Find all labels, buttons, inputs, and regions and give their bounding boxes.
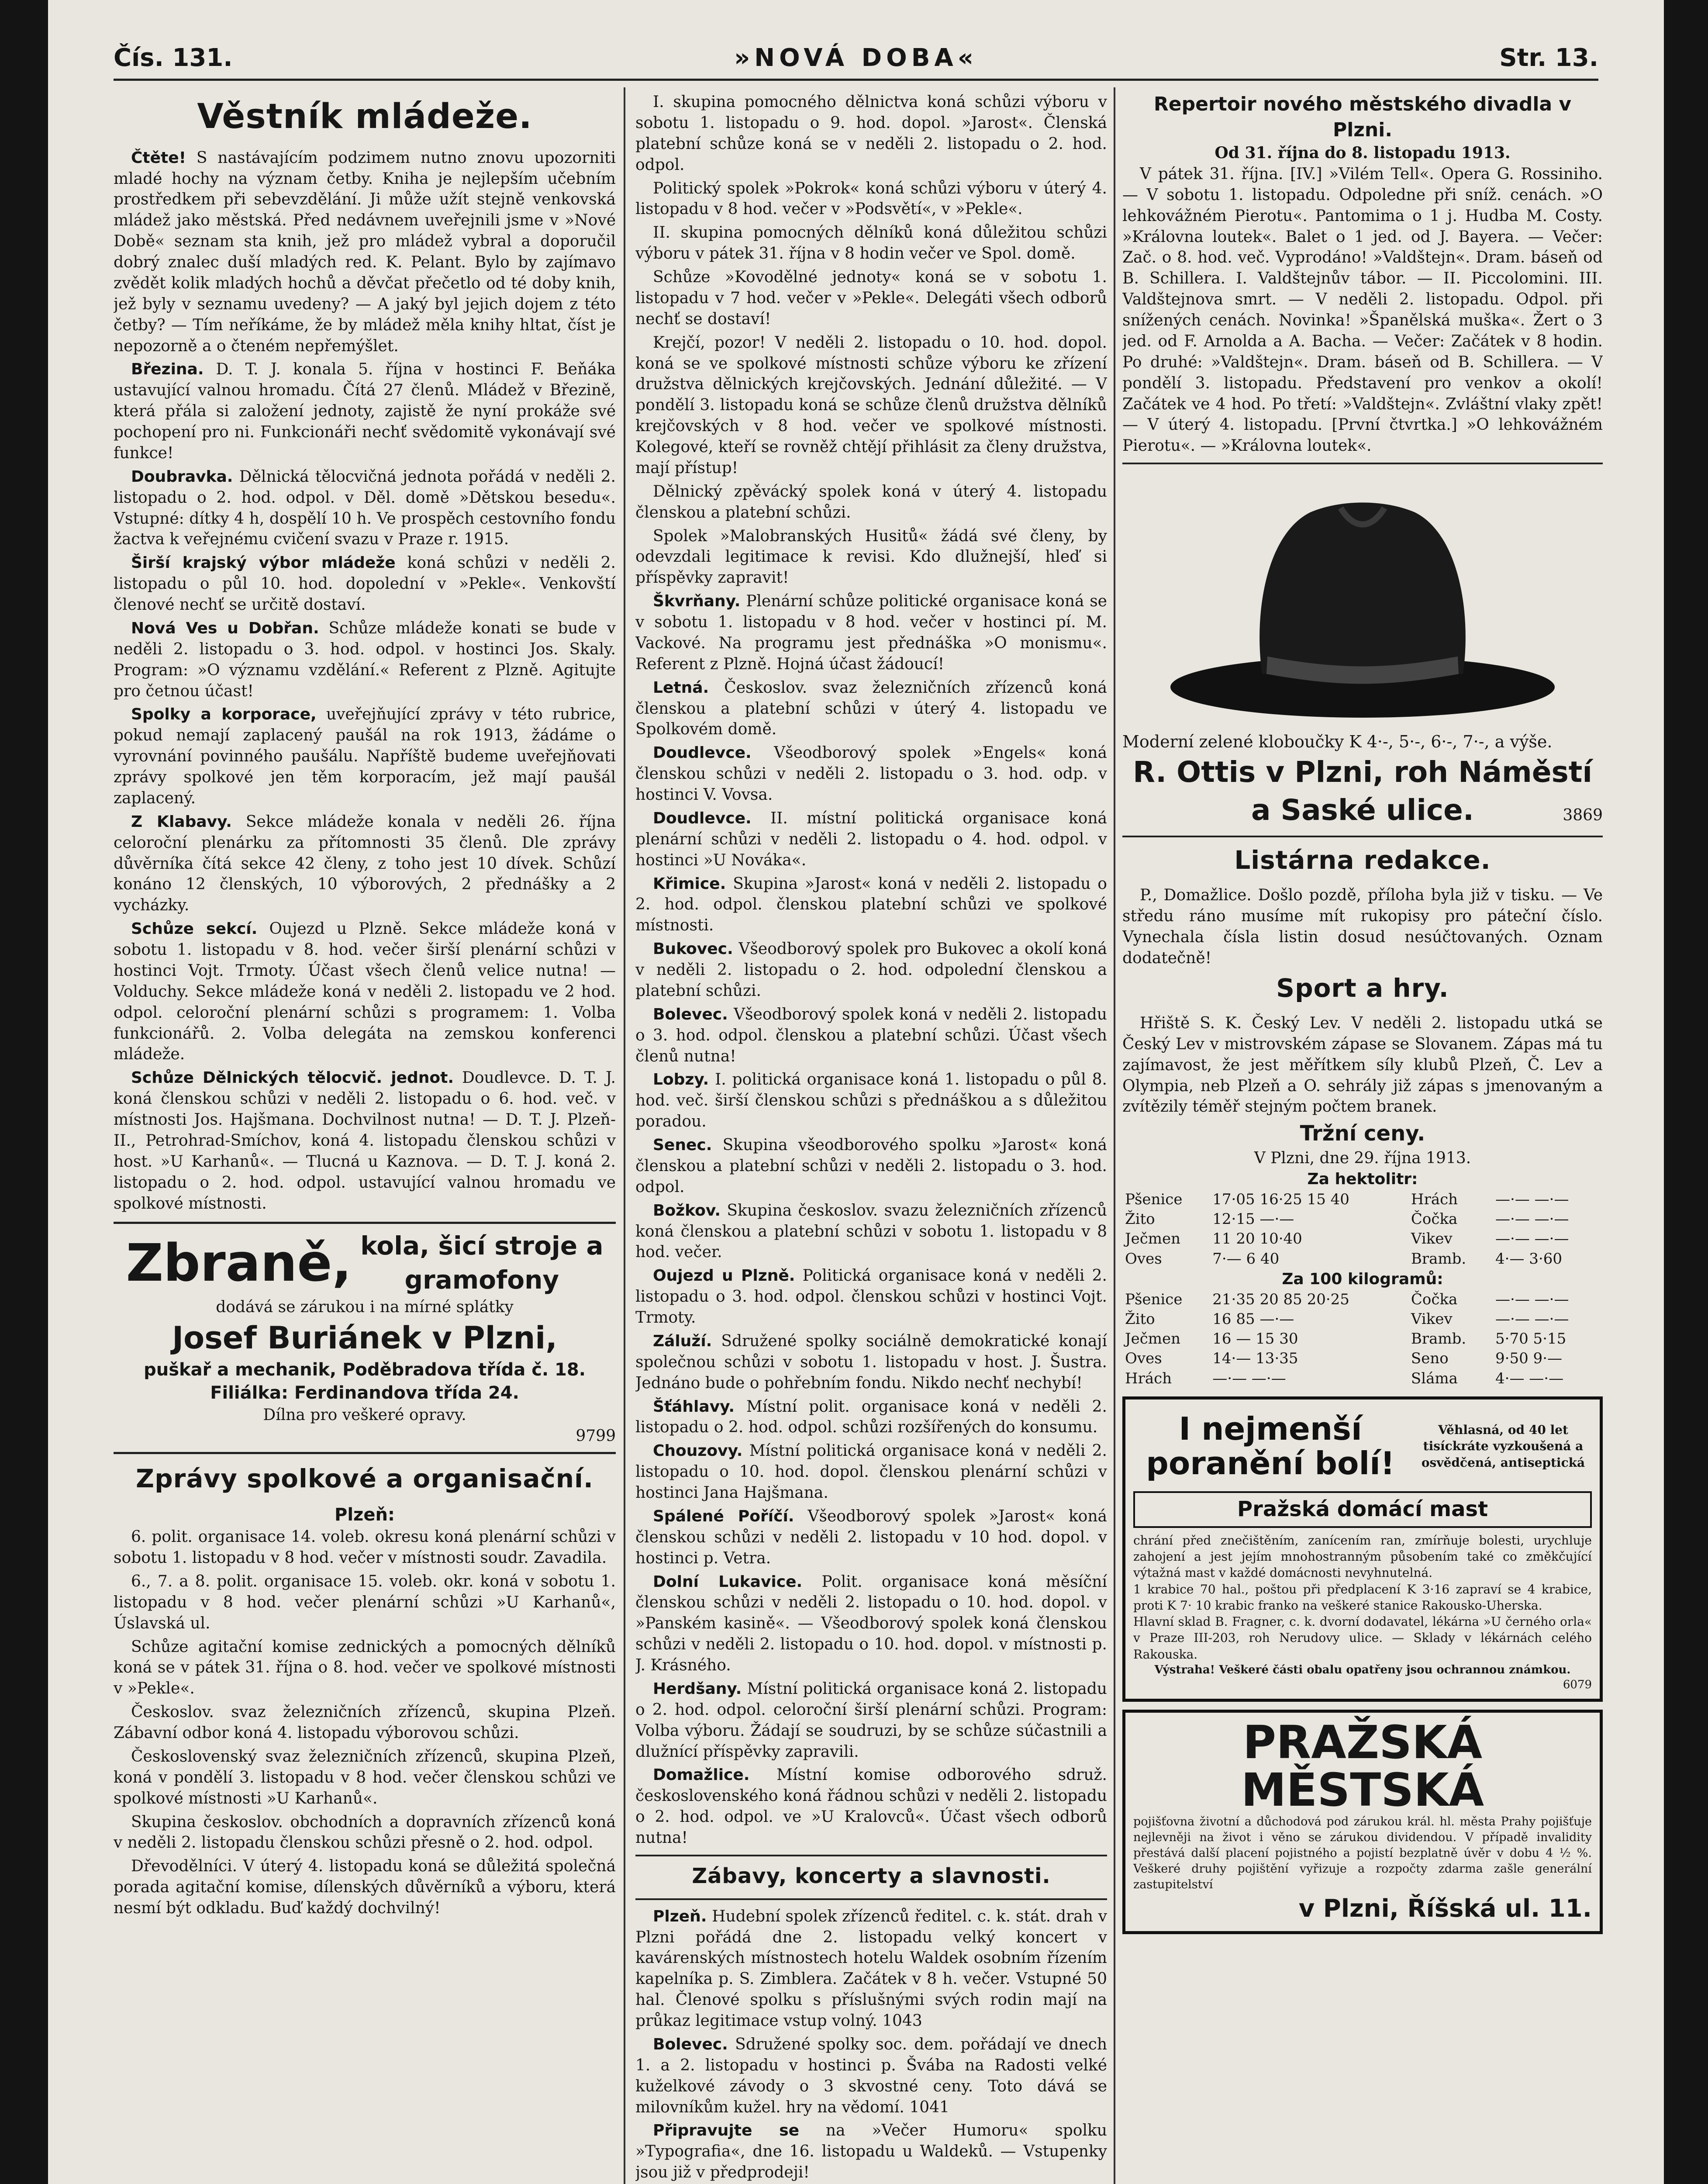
paragraph: 6., 7. a 8. polit. organisace 15. voleb. okr. koná v sobotu 1. listopadu v 8 hod. večer plenární schůzi »U Karhanů«, Úslavská ul.: [114, 1572, 616, 1632]
divider: [635, 1855, 1107, 1856]
table-row: Pšenice 21·35 20 85 20·25 Čočka —·— —·—: [1125, 1290, 1569, 1308]
section-title: Listárna redakce.: [1234, 845, 1491, 875]
paragraph: Skupina českoslov. obchodních a dopravních zřízenců koná v neděli 2. listopadu členskou schůzi přesně o 2. hod. odpol.: [114, 1813, 616, 1852]
column-divider: [1114, 87, 1115, 2184]
masthead: »NOVÁ DOBA«: [734, 44, 978, 72]
paragraph: Připravujte se na »Večer Humoru« spolku »Typografia«, dne 16. listopadu u Waldeků. — Vstupenky jsou již v předprodeji!: [635, 2122, 1107, 2182]
paragraph: Bolevec. Všeodborový spolek koná v neděli 2. listopadu o 3. hod. odpol. členskou a platební schůzi. Účast všech členů nutna!: [635, 1005, 1107, 1065]
paragraph: Krejčí, pozor! V neděli 2. listopadu o 10. hod. dopol. koná se ve spolkové místnosti schůze výboru ke zřízení družstva dělnických krejčovských. Jednání důležité. — V pondělí 3. listopadu koná se schůze členů družstva dělníků krejčovských v 8 hod. večer ve spolkové místnosti. Kolegové, kteří se rovněž chtějí přihlásit za členy družstva, mají přístup!: [635, 333, 1107, 477]
paragraph: Dřevodělníci. V úterý 4. listopadu koná se důležitá společná porada agitační komise, dílenských důvěrníků a výboru, která nesmí být odkladu. Buď každý dochvilný!: [114, 1857, 616, 1918]
paragraph: Chouzovy. Místní politická organisace koná v neděli 2. listopadu o 10. hod. dopol. členskou plenární schůzi v hostinci Jana Hajšmana.: [635, 1442, 1107, 1502]
column-divider: [624, 87, 625, 2184]
ad-caption: Moderní zelené kloboučky K 4·-, 5·-, 6·-, 7·-, a výše.: [1122, 732, 1553, 752]
paragraph: I. skupina pomocného dělnictva koná schůzi výboru v sobotu 1. listopadu o 9. hod. dopol. »Jarost«. Členská platební schůze koná se v neděli 2. listopadu o 2. hod. odpol.: [635, 93, 1107, 174]
section-title: Sport a hry.: [1276, 973, 1449, 1003]
paragraph: Čtěte! S nastávajícím podzimem nutno znovu upozorniti mladé hochy na význam četby. Kniha je nejlepším učebním prostředkem při sebevzdělání. Ji může užít stejně venkovská mládež jako městská. Před nedávnem uveřejnili jsme v »Nové Době« seznam sta knih, jež pro mládež vybral a doporučil dobrý znalec duší mladých red. K. Pelant. Bylo by zajímavo zvědět kolik mladých hochů a děvčat přečetlo od té doby knih, jež byly v seznamu uvedeny? — A jaký byl jejich dojem z této četby? — Tím neříkáme, že by mládež měla knihy hltat, číst je nepozorně a o čteném nepřemýšlet.: [114, 149, 616, 355]
price-table-hectolitre: [1122, 1190, 1603, 1269]
paragraph: Božkov. Skupina českoslov. svazu železničních zřízenců koná členskou a platební schůzi v sobotu 1. listopadu v 8 hod. večer.: [635, 1201, 1107, 1261]
newspaper-page: [48, 0, 1664, 2184]
paragraph: Spolky a korporace, uveřejňující zprávy v této rubrice, pokud nemají zaplacený paušál na rok 1913, žádáme o vyrovnání povinného paušálu. Napříště budeme uveřejňovati zprávy spolkové jen těm korporacím, jež mají paušál zaplacený.: [114, 705, 616, 807]
paragraph: Dolní Lukavice. Polit. organisace koná měsíční členskou schůzi v neděli 2. listopadu o 10. hod. dopol. v »Panském kasině«. — Všeodborový spolek koná členskou schůzi v neděli 2. listopadu o 10. hod. dopol. v místnosti p. J. Krásného.: [635, 1572, 1107, 1674]
paragraph: Hřiště S. K. Český Lev. V neděli 2. listopadu utká se Český Lev v mistrovském zápase se Slovanem. Zápas má tu zajímavost, že jest měřítkem síly klubů Plzeň, Č. Lev a Olympia, neb Plzeň a O. sehrály již zápas s jmenovaným a zvítězily téměř stejným počtem branek.: [1122, 1014, 1603, 1116]
price-table-kilogram: [1122, 1290, 1603, 1389]
paragraph: Křimice. Skupina »Jarost« koná v neděli 2. listopadu o 2. hod. odpol. členskou platební schůzi ve spolkové místnosti.: [635, 874, 1107, 935]
ad-product: Pražská domácí mast: [1133, 1491, 1592, 1528]
paragraph: Lobzy. I. politická organisace koná 1. listopadu o půl 8. hod. več. širší členskou schůzi s přednáškou a s důležitou poradou.: [635, 1071, 1107, 1131]
ad-store: R. Ottis v Plzni, roh Náměstí: [1133, 755, 1592, 789]
table-row: Oves 7·— 6 40 Bramb. 4·— 3·60: [1125, 1250, 1562, 1268]
divider: [1122, 463, 1603, 464]
column-2: [635, 92, 1107, 2184]
page-number: Str. 13.: [1499, 44, 1598, 72]
divider: [1122, 836, 1603, 837]
ad-headline: PRAŽSKÁ: [1242, 1716, 1483, 1769]
ad-address: v Plzni, Říšská ul. 11.: [1298, 1894, 1592, 1923]
section-title: Věstník mládeže.: [197, 97, 532, 136]
advertisement-insurance: PRAŽSKÁ MĚSTSKÁ pojišťovna životní a důchodová pod zárukou král. hl. města Prahy pojišťuje nejlevněji na život i věno se zárukou dividendou. V případě invalidity přestává další placení pojistného a pojistí bezplatně úvěr v dobu 4 ½ %. Veškeré druhy pojištění vyřizuje a rozpočty zdarma zašle generální zastupitelství v Plzni, Říšská ul. 11.: [1122, 1710, 1603, 1934]
paragraph: Dělnický zpěvácký spolek koná v úterý 4. listopadu členskou a platební schůzi.: [635, 482, 1107, 522]
paragraph: II. skupina pomocných dělníků koná důležitou schůzi výboru v pátek 31. října v 8 hodin večer ve Spol. domě.: [635, 224, 1107, 263]
paragraph: Bolevec. Sdružené spolky soc. dem. pořádají ve dnech 1. a 2. listopadu v hostinci p. Švába na Radosti velké kuželkové závody o 3 skvostné ceny. Toto dává se milovníkům kužel. hry na vědomí. 1041: [635, 2035, 1107, 2116]
paragraph: Oujezd u Plzně. Politická organisace koná v neděli 2. listopadu o 3. hod. odpol. členskou schůzi v hostinci Vojt. Trmoty.: [635, 1267, 1107, 1327]
paragraph: Herdšany. Místní politická organisace koná 2. listopadu o 2. hod. odpol. celoroční širší plenární schůzi. Program: Volba výboru. Žádají se soudruzi, by se schůze súčastnili a dlužnící příspěvky zapravili.: [635, 1679, 1107, 1761]
table-row: Žito 16 85 —·— Vikev —·— —·—: [1125, 1310, 1569, 1328]
table-row: Ječmen 16 — 15 30 Bramb. 5·70 5·15: [1125, 1330, 1567, 1348]
advertisement-zbrane: Zbraně, kola, šicí stroje a gramofony dodává se zárukou i na mírné splátky Josef Buriánek v Plzni, puškař a mechanik, Poděbradova třída č. 18. Filiálka: Ferdinandova třída 24. Dílna pro veškeré opravy. 9799: [114, 1222, 616, 1454]
table-row: Pšenice 17·05 16·25 15 40 Hrách —·— —·—: [1125, 1190, 1569, 1208]
paragraph: Doudlevce. II. místní politická organisace koná plenární schůzi v neděli 2. listopadu o 4. hod. odpol. v hostinci »U Nováka«.: [635, 809, 1107, 869]
market-title: Tržní ceny.: [1300, 1121, 1425, 1146]
divider: [635, 1898, 1107, 1900]
paragraph: Nová Ves u Dobřan. Schůze mládeže konati se bude v neděli 2. listopadu o 3. hod. odpol. v hostinci Jos. Skaly. Program: »O významu vzdělání.« Referent z Plzně. Agitujte pro četnou účast!: [114, 619, 616, 700]
section-title: Zprávy spolkové a organisační.: [136, 1463, 593, 1493]
paragraph: Spolek »Malobranských Husitů« žádá své členy, by odevzdali legitimace k revisi. Kdo dlužnejší, hleď si příspěvky zapravit!: [635, 527, 1107, 587]
ad-headline: I nejmenší poranění bolí!: [1133, 1406, 1408, 1487]
paragraph: Bukovec. Všeodborový spolek pro Bukovec a okolí koná v neděli 2. listopadu o 2. hod. odpolední členskou a platební schůzi.: [635, 940, 1107, 1000]
paragraph: Letná. Českoslov. svaz železničních zřízenců koná členskou a platební schůzi v úterý 4. listopadu ve Spolkovém domě.: [635, 678, 1107, 739]
paragraph: Schůze Dělnických tělocvič. jednot. Doudlevce. D. T. J. koná členskou schůzi v neděli 2. listopadu o 6. hod. več. v místnosti Jos. Hajšmana. Dochvilnost nutna! — D. T. J. Plzeň-II., Petrohrad-Smíchov, koná 4. listopadu členskou schůzi v host. »U Karhanů«. — Tlucná u Kaznova. — D. T. J. koná 2. listopadu o 2. hod. odpol. ustavující valnou hromadu ve spolkové místnosti.: [114, 1069, 616, 1213]
paragraph: Schůze agitační komise zednických a pomocných dělníků koná se v pátek 31. října o 8. hod. večer ve spolkové místnosti v »Pekle«.: [114, 1638, 616, 1698]
table-row: Žito 12·15 —·— Čočka —·— —·—: [1125, 1210, 1569, 1228]
paragraph: Československý svaz železničních zřízenců, skupina Plzeň, koná v pondělí 3. listopadu v 8 hod. večer členskou schůzi ve spolkové místnosti »U Karhanů«.: [114, 1747, 616, 1807]
ad-headline: Zbraně,: [126, 1232, 352, 1293]
paragraph: Politický spolek »Pokrok« koná schůzi výboru v úterý 4. listopadu v 8 hod. večer v »Podsvětí«, v »Pekle«.: [635, 179, 1107, 218]
paragraph: Z Klabavy. Sekce mládeže konala v neděli 26. října celoroční plenárku za přítomnosti 35 členů. Dle zprávy důvěrníka čítá sekce 42 členy, z toho jest 10 dívek. Schůzí konáno 12 členských, 10 výborových, 2 přednášky a 2 vycházky.: [114, 812, 616, 915]
paragraph: V pátek 31. října. [IV.] »Vilém Tell«. Opera G. Rossiniho. — V sobotu 1. listopadu. Odpoledne při sníž. cenách. »O lehkovážném Pierotu«. Pantomima o 1 j. Hudba M. Costy. »Královna loutek«. Balet o 1 jed. od J. Bayera. — Večer: Zač. o 8. hod. več. Vyprodáno! »Valdštejn«. Dram. báseň od B. Schillera. I. Valdštejnův tábor. — II. Piccolomini. III. Valdštejnova smrt. — V neděli 2. listopadu. Odpol. při snížených cenách. Novinka! »Španělská muška«. Žert o 3 jed. od F. Arnolda a A. Bacha. — Večer: Začátek v 8 hodin. Po druhé: »Valdštejn«. Dram. báseň od B. Schillera. — V pondělí 3. listopadu. Představení pro venkov a okolí! Začátek ve 4 hod. Po třetí: »Valdštejn«. Zvláštní vlaky zpět! — V úterý 4. listopadu. [První čtvrtka.] »O lehkovážném Pierotu«. — »Královna loutek«.: [1122, 165, 1603, 455]
paragraph: Doudlevce. Všeodborový spolek »Engels« koná členskou schůzi v neděli 2. listopadu o 3. hod. odp. v hostinci V. Vovsa.: [635, 744, 1107, 804]
paragraph: Záluží. Sdružené spolky sociálně demokratické konají společnou schůzi v sobotu 1. listopadu v host. J. Šustra. Jednáno bude o pohřebním fondu. Nikdo nechť nechybí!: [635, 1332, 1107, 1392]
section-title: Repertoir nového městského divadla v Plzni.: [1153, 93, 1572, 141]
paragraph: Domažlice. Místní komise odborového sdruž. československého koná řádnou schůzi v neděli 2. listopadu o 2. hod. odpol. ve »U Kralovců«. Účast všech odborů nutna!: [635, 1766, 1107, 1847]
table-row: Oves 14·— 13·35 Seno 9·50 9·—: [1125, 1350, 1562, 1368]
paragraph: Českoslov. svaz železničních zřízenců, skupina Plzeň. Zábavní odbor koná 4. listopadu výborovou schůzi.: [114, 1703, 616, 1742]
paragraph: Šťáhlavy. Místní polit. organisace koná v neděli 2. listopadu o 2. hod. odpol. schůzi rozšířených do konsumu.: [635, 1397, 1107, 1437]
paragraph: Senec. Skupina všeodborového spolku »Jarost« koná členskou a platební schůzi v neděli 2. listopadu o 3. hod. odpol.: [635, 1136, 1107, 1196]
paragraph: Doubravka. Dělnická tělocvičná jednota pořádá v neděli 2. listopadu o 2. hod. odpol. v Děl. domě »Dětskou besedu«. Vstupné: dítky 4 h, dospělí 10 h. Ve prospěch cestovního fondu žactva k veřejnému cvičení svazu v Praze r. 1915.: [114, 467, 616, 549]
paragraph: 6. polit. organisace 14. voleb. okresu koná plenární schůzi v sobotu 1. listopadu v 8 hod. večer v místnosti soudr. Zavadila.: [114, 1528, 616, 1567]
paragraph: Plzeň. Hudební spolek zřízenců ředitel. c. k. stát. drah v Plzni pořádá dne 2. listopadu velký koncert v kavárenských místnostech hotelu Waldek osobním řízením kapelníka p. S. Zimblera. Začátek v 8 h. večer. Vstupné 50 hal. Členové spolku s příslušnými svých rodin mají na průkaz legitimace vstup volný. 1043: [635, 1907, 1107, 2030]
section-title: Zábavy, koncerty a slavnosti.: [692, 1863, 1051, 1888]
column-1: Věstník mládeže. Čtěte! S nastávajícím podzimem nutno znovu upozorniti mladé hochy na význam četby. Kniha je nejlepším učebním prostředkem při sebevzdělání. Ji může užít stejně venkovská mládež jako městská. Před nedávnem uveřejnili jsme v »Nové Době« seznam sta knih, jež pro mládež vybral a doporučil dobrý znalec duší mladých red. K. Pelant. Bylo by zajímavo zvědět kolik mladých hochů a děvčat přečetlo od té doby knih, jež byly v seznamu uvedeny? — A jaký byl jejich dojem z této četby? — Tím neříkáme, že by mládež měla knihy hltat, číst je nepozorně a o čteném nepřemýšlet. Březina. D. T. J. konala 5. října v hostinci F. Beňáka ustavující valnou hromadu. Čítá 27 členů. Mládež v Březině, která přála si založení jednoty, zajistě že nyní prokáže své pochopení pro ni. Funkcionáři nechť svědomitě vykonávají své funkce! Doubravka. Dělnická tělocvičná jednota pořádá v neděli 2. listopadu o 2. hod. odpol. v Děl. domě »Dětskou besedu«. Vstupné: dítky 4 h, dospělí 10 h. Ve prospěch cestovního fondu žactva k veřejnému cvičení svazu v Praze r. 1915. Širší krajský výbor mládeže koná schůzi v neděli 2. listopadu o půl 10. hod. dopolední v »Pekle«. Venkovští členové nechť se určitě dostaví. Nová Ves u Dobřan. Schůze mládeže konati se bude v neděli 2. listopadu o 3. hod. odpol. v hostinci Jos. Skaly. Program: »O významu vzdělání.« Referent z Plzně. Agitujte pro četnou účast! Spolky a korporace, uveřejňující zprávy v této rubrice, pokud nemají zaplacený paušál na rok 1913, žádáme o vyrovnání povinného paušálu. Napříště budeme uveřejňovati zprávy spolkové jen těm korporacím, jež mají paušál zaplacený. Z Klabavy. Sekce mládeže konala v neděli 26. října celoroční plenárku za přítomnosti 35 členů. Dle zprávy důvěrníka čítá sekce 42 členy, z toho jest 10 dívek. Schůzí konáno 12 členských, 10 výborových, 2 přednášky a 2 vycházky. Schůze sekcí. Oujezd u Plzně. Sekce mládeže koná v sobotu 1. listopadu v 8. hod. večer širší plenární schůzi v hostinci Vojt. Trmoty. Účast všech členů velice nutna! — Volduchy. Sekce mládeže koná v neděli 2. listopadu ve 2 hod. odpol. celoroční plenární schůzi s programem: 1. Volba funkcionářů. 2. Volba delegáta na zemskou konferenci mládeže. Schůze Dělnických tělocvič. jednot. Doudlevce. D. T. J. koná členskou schůzi v neděli 2. listopadu o 6. hod. več. v místnosti Jos. Hajšmana. Dochvilnost nutna! — D. T. J. Plzeň-II., Petrohrad-Smíchov, koná 4. listopadu členskou schůzi v host. »U Karhanů«. — Tlucná u Kaznova. — D. T. J. koná 2. listopadu o 2. hod. odpol. ustavující valnou hromadu ve spolkové místnosti. Zbraně, kola, šicí stroje a gramofony dodává se zárukou i na mírné splátky Josef Buriánek v Plzni, puškař a mechanik, Poděbradova třída č. 18. Filiálka: Ferdinandova třída 24. Dílna pro veškeré opravy. 9799 Zprávy spolkové a organisační. Plzeň: 6. polit. organisace 14. voleb. okresu koná plenární schůzi v sobotu 1. listopadu v 8 hod. večer v místnosti soudr. Zavadila. 6., 7. a 8. polit. organisace 15. voleb. okr. koná v sobotu 1. listopadu v 8 hod. večer plenární schůzi »U Karhanů«, Úslavská ul. Schůze agitační komise zednických a pomocných dělníků koná se v pátek 31. října o 8. hod. večer ve spolkové místnosti v »Pekle«. Českoslov. svaz železničních zřízenců, skupina Plzeň. Zábavní odbor koná 4. listopadu výborovou schůzi. Československý svaz železničních zřízenců, skupina Plzeň, koná v pondělí 3. listopadu v 8 hod. večer členskou schůzi ve spolkové místnosti »U Karhanů«. Skupina českoslov. obchodních a dopravních zřízenců koná v neděli 2. listopadu členskou schůzi přesně o 2. hod. odpol. Dřevodělníci. V úterý 4. listopadu koná se důležitá společná porada agitační komise, dílenských důvěrníků a výboru, která nesmí být odkladu. Buď každý dochvilný!: [114, 92, 616, 2184]
issue-number: Čís. 131.: [114, 44, 233, 72]
paragraph: P., Domažlice. Došlo pozdě, příloha byla již v tisku. — Ve středu ráno musíme mít rukopisy pro páteční číslo. Vynechala čísla listin dosud nesúčtovaných. Oznam dodatečně!: [1122, 886, 1603, 967]
page-header: [114, 31, 1598, 81]
paragraph: Spálené Poříčí. Všeodborový spolek »Jarost« koná členskou schůzi v neděli 2. listopadu v 10 hod. dopol. v hostinci p. Vetra.: [635, 1507, 1107, 1567]
paragraph: Širší krajský výbor mládeže koná schůzi v neděli 2. listopadu o půl 10. hod. dopolední v »Pekle«. Venkovští členové nechť se určitě dostaví.: [114, 554, 616, 614]
hat-illustration: [1166, 482, 1559, 726]
ad-company: Josef Buriánek v Plzni,: [172, 1320, 557, 1356]
column-3: Repertoir nového městského divadla v Plzni. Od 31. října do 8. listopadu 1913. V pátek 31. října. [IV.] »Vilém Tell«. Opera G. Rossiniho. — V sobotu 1. listopadu. Odpoledne při sníž. cenách. »O lehkovážném Pierotu«. Pantomima o 1 j. Hudba M. Costy. »Královna loutek«. Balet o 1 jed. od J. Bayera. — Večer: Zač. o 8. hod. več. Vyprodáno! »Valdštejn«. Dram. báseň od B. Schillera. I. Valdštejnův tábor. — II. Piccolomini. III. Valdštejnova smrt. — V neděli 2. listopadu. Odpol. při snížených cenách. Novinka! »Španělská muška«. Žert o 3 jed. od F. Arnolda a A. Bacha. — Večer: Začátek v 8 hodin. Po druhé: »Valdštejn«. Dram. báseň od B. Schillera. — V pondělí 3. listopadu. Představení pro venkov a okolí! Začátek ve 4 hod. Po třetí: »Valdštejn«. Zvláštní vlaky zpět! — V úterý 4. listopadu. [První čtvrtka.] »O lehkovážném Pierotu«. — »Královna loutek«. Moderní zelené kloboučky K 4·-, 5·-, 6·-, 7·-, a výše. R. Ottis v Plzni, roh Náměstí a Saské ulice. 3869 Listárna redakce. P., Domažlice. Došlo pozdě, příloha byla již v tisku. — Ve středu ráno musíme mít rukopisy pro páteční číslo. Vynechala čísla listin dosud nesúčtovaných. Oznam dodatečně! Sport a hry. Hřiště S. K. Český Lev. V neděli 2. listopadu utká se Český Lev v mistrovském zápase se Slovanem. Zápas má tu zajímavost, že jest měřítkem síly klubů Plzeň, Č. Lev a Olympia, neb Plzeň a O. sehrály již zápas s jmenovaným a zvítězily téměř stejným počtem branek. Tržní ceny. V Plzni, dne 29. října 1913. Za hektolitr: Pšenice 17·05 16·25 15 40 Hrách —·— —·— Žito 12·15 —·— Čočka —·— —·— Ječmen 11 20 10·40 Vikev —·— —·— Oves 7·— 6 40 Bramb. 4·— 3·60 Za 100 kilogramů: Pšenice 21·35 20 85 20·25 Čočka —·— —·— Žito 16 85 —·— Vikev —·— —·— Ječmen 16 — 15 30 Bramb. 5·70 5·15 Oves 14·— 13·35 Seno 9·50 9·— Hrách —·— —·— Sláma 4·— —·— I nejmenší poranění bolí! Věhlasná, od 40 let tisíckráte vyzkoušená a osvědčená, antiseptická Pražská domácí mast chrání před znečištěním, zanícením ran, zmírňuje bolesti, urychluje zahojení a jest jejím mnohostranným působením také co změkčující výtažná mast v každé domácnosti nevyhnutelná. 1 krabice 70 hal., poštou při předplacení K 3·16 zapraví se 4 krabice, proti K 7· 10 krabic franko na veškeré stanice Rakousko-Uherska. Hlavní sklad B. Fragner, c. k. dvorní dodavatel, lékárna »U černého orla« v Praze III-203, roh Nerudovy ulice. — Sklady v lékárnách celého Rakouska. Výstraha! Veškeré části obalu opatřeny jsou ochrannou známkou. 6079 PRAŽSKÁ MĚSTSKÁ pojišťovna životní a důchodová pod zárukou král. hl. města Prahy pojišťuje nejlevněji na život i věno se zárukou dividendou. V případě invalidity přestává další placení pojistného a pojistí bezplatně úvěr v dobu 4 ½ %. Veškeré druhy pojištění vyřizuje a rozpočty zdarma zašle generální zastupitelství v Plzni, Říšská ul. 11.: [1122, 92, 1603, 2184]
paragraph: Březina. D. T. J. konala 5. října v hostinci F. Beňáka ustavující valnou hromadu. Čítá 27 členů. Mládež v Březině, která přála si založení jednoty, zajistě že nyní prokáže své pochopení pro ni. Funkcionáři nechť svědomitě vykonávají své funkce!: [114, 360, 616, 462]
advertisement-mast: I nejmenší poranění bolí! Věhlasná, od 40 let tisíckráte vyzkoušená a osvědčená, antiseptická Pražská domácí mast chrání před znečištěním, zanícením ran, zmírňuje bolesti, urychluje zahojení a jest jejím mnohostranným působením také co změkčující výtažná mast v každé domácnosti nevyhnutelná. 1 krabice 70 hal., poštou při předplacení K 3·16 zapraví se 4 krabice, proti K 7· 10 krabic franko na veškeré stanice Rakousko-Uherska. Hlavní sklad B. Fragner, c. k. dvorní dodavatel, lékárna »U černého orla« v Praze III-203, roh Nerudovy ulice. — Sklady v lékárnách celého Rakouska. Výstraha! Veškeré části obalu opatřeny jsou ochrannou známkou. 6079: [1122, 1396, 1603, 1702]
paragraph: Schůze »Kovodělné jednoty« koná se v sobotu 1. listopadu v 7 hod. večer v »Pekle«. Delegáti všech odborů nechť se dostaví!: [635, 268, 1107, 328]
paragraph: Schůze sekcí. Oujezd u Plzně. Sekce mládeže koná v sobotu 1. listopadu v 8. hod. večer širší plenární schůzi v hostinci Vojt. Trmoty. Účast všech členů velice nutna! — Volduchy. Sekce mládeže koná v neděli 2. listopadu ve 2 hod. odpol. celoroční plenární schůzi s programem: 1. Volba funkcionářů. 2. Volba delegáta na zemskou konferenci mládeže.: [114, 920, 616, 1064]
table-row: Ječmen 11 20 10·40 Vikev —·— —·—: [1125, 1230, 1569, 1248]
table-row: Hrách —·— —·— Sláma 4·— —·—: [1125, 1369, 1564, 1387]
paragraph: Škvrňany. Plenární schůze politické organisace koná se v sobotu 1. listopadu v 8 hod. večer v hostinci pí. M. Vackové. Na programu jest přednáška »O monismu«. Referent z Plzně. Hojná účast žádoucí!: [635, 592, 1107, 673]
